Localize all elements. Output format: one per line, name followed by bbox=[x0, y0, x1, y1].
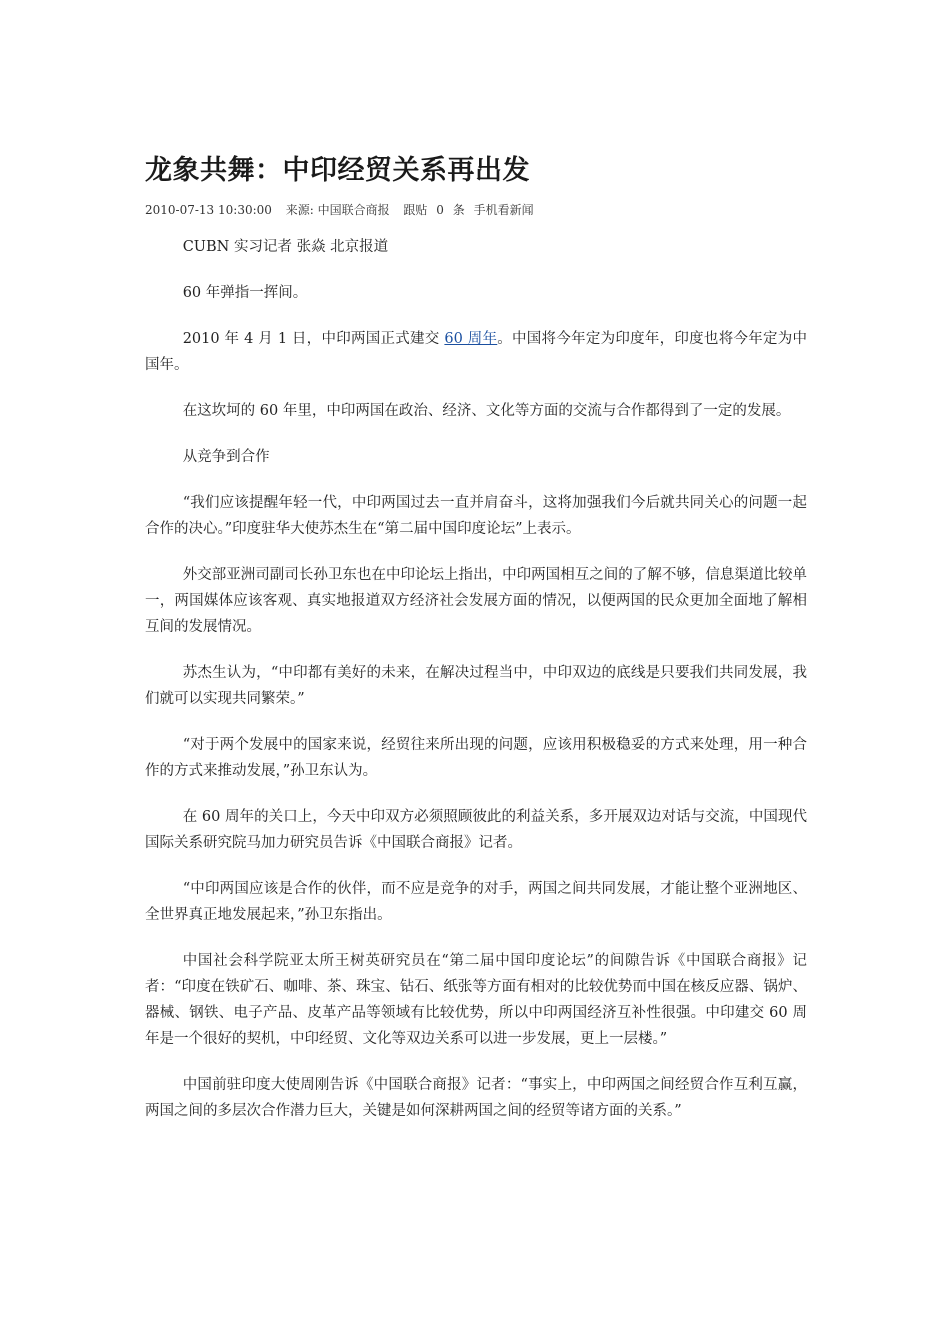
paragraph: 在 60 周年的关口上，今天中印双方必须照顾彼此的利益关系，多开展双边对话与交流，中国现代国际关系研究院马加力研究员告诉《中国联合商报》记者。 bbox=[145, 809, 807, 851]
article-body bbox=[145, 234, 807, 1124]
paragraph: 外交部亚洲司副司长孙卫东也在中印论坛上指出，中印两国相互之间的了解不够，信息渠道比较单一，两国媒体应该客观、真实地报道双方经济社会发展方面的情况，以便两国的民众更加全面地了解相互间的发展情况。 bbox=[145, 567, 807, 635]
article-title: 龙象共舞：中印经贸关系再出发 bbox=[145, 155, 530, 186]
byline-paragraph: CUBN 实习记者 张焱 北京报道 bbox=[182, 239, 389, 255]
paragraph-text: 2010 年 4 月 1 日，中印两国正式建交 bbox=[182, 331, 445, 347]
paragraph: 60 年弹指一挥间。 bbox=[182, 285, 308, 301]
paragraph: “我们应该提醒年轻一代，中印两国过去一直并肩奋斗，这将加强我们今后就共同关心的问题一起合作的决心。”印度驻华大使苏杰生在“第二届中国印度论坛”上表示。 bbox=[145, 495, 807, 537]
paragraph: “对于两个发展中的国家来说，经贸往来所出现的问题，应该用积极稳妥的方式来处理，用一种合作的方式来推动发展，”孙卫东认为。 bbox=[145, 737, 807, 779]
paragraph: 在这坎坷的 60 年里，中印两国在政治、经济、文化等方面的交流与合作都得到了一定的发展。 bbox=[182, 403, 791, 419]
anniversary-link[interactable]: 60 周年 bbox=[444, 331, 498, 347]
article-meta bbox=[145, 200, 807, 220]
section-heading: 从竞争到合作 bbox=[182, 449, 270, 465]
comments-unit: 条 bbox=[452, 203, 465, 217]
article-container bbox=[145, 150, 807, 1144]
source-label: 来源: 中国联合商报 bbox=[285, 203, 390, 217]
paragraph bbox=[145, 326, 807, 378]
paragraph: 中国社会科学院亚太所王树英研究员在“第二届中国印度论坛”的间隙告诉《中国联合商报》记者：“印度在铁矿石、咖啡、茶、珠宝、钻石、纸张等方面有相对的比较优势而中国在核反应器、锅炉、器械、钢铁、电子产品、皮革产品等领域有比较优势，所以中印两国经济互补性很强。中印建交 60 周年是一个很好的契机，中印经贸、文化等双边关系可以进一步发展，更上一层楼。” bbox=[145, 953, 807, 1047]
paragraph: “中印两国应该是合作的伙伴，而不应是竞争的对手，两国之间共同发展，才能让整个亚洲地区、全世界真正地发展起来，”孙卫东指出。 bbox=[145, 881, 807, 923]
paragraph-text: 。中国将今年定为印度年，印度也将今年定为中国年。 bbox=[145, 331, 808, 373]
comments-count[interactable]: 0 bbox=[436, 203, 444, 217]
publish-datetime: 2010-07-13 10:30:00 bbox=[145, 203, 272, 217]
comments-label[interactable]: 跟贴 bbox=[403, 203, 428, 217]
mobile-news-link[interactable]: 手机看新闻 bbox=[473, 203, 534, 217]
paragraph: 苏杰生认为，“中印都有美好的未来，在解决过程当中，中印双边的底线是只要我们共同发展，我们就可以实现共同繁荣。” bbox=[145, 665, 807, 707]
paragraph: 中国前驻印度大使周刚告诉《中国联合商报》记者：“事实上，中印两国之间经贸合作互利互赢，两国之间的多层次合作潜力巨大，关键是如何深耕两国之间的经贸等诸方面的关系。” bbox=[145, 1077, 807, 1119]
